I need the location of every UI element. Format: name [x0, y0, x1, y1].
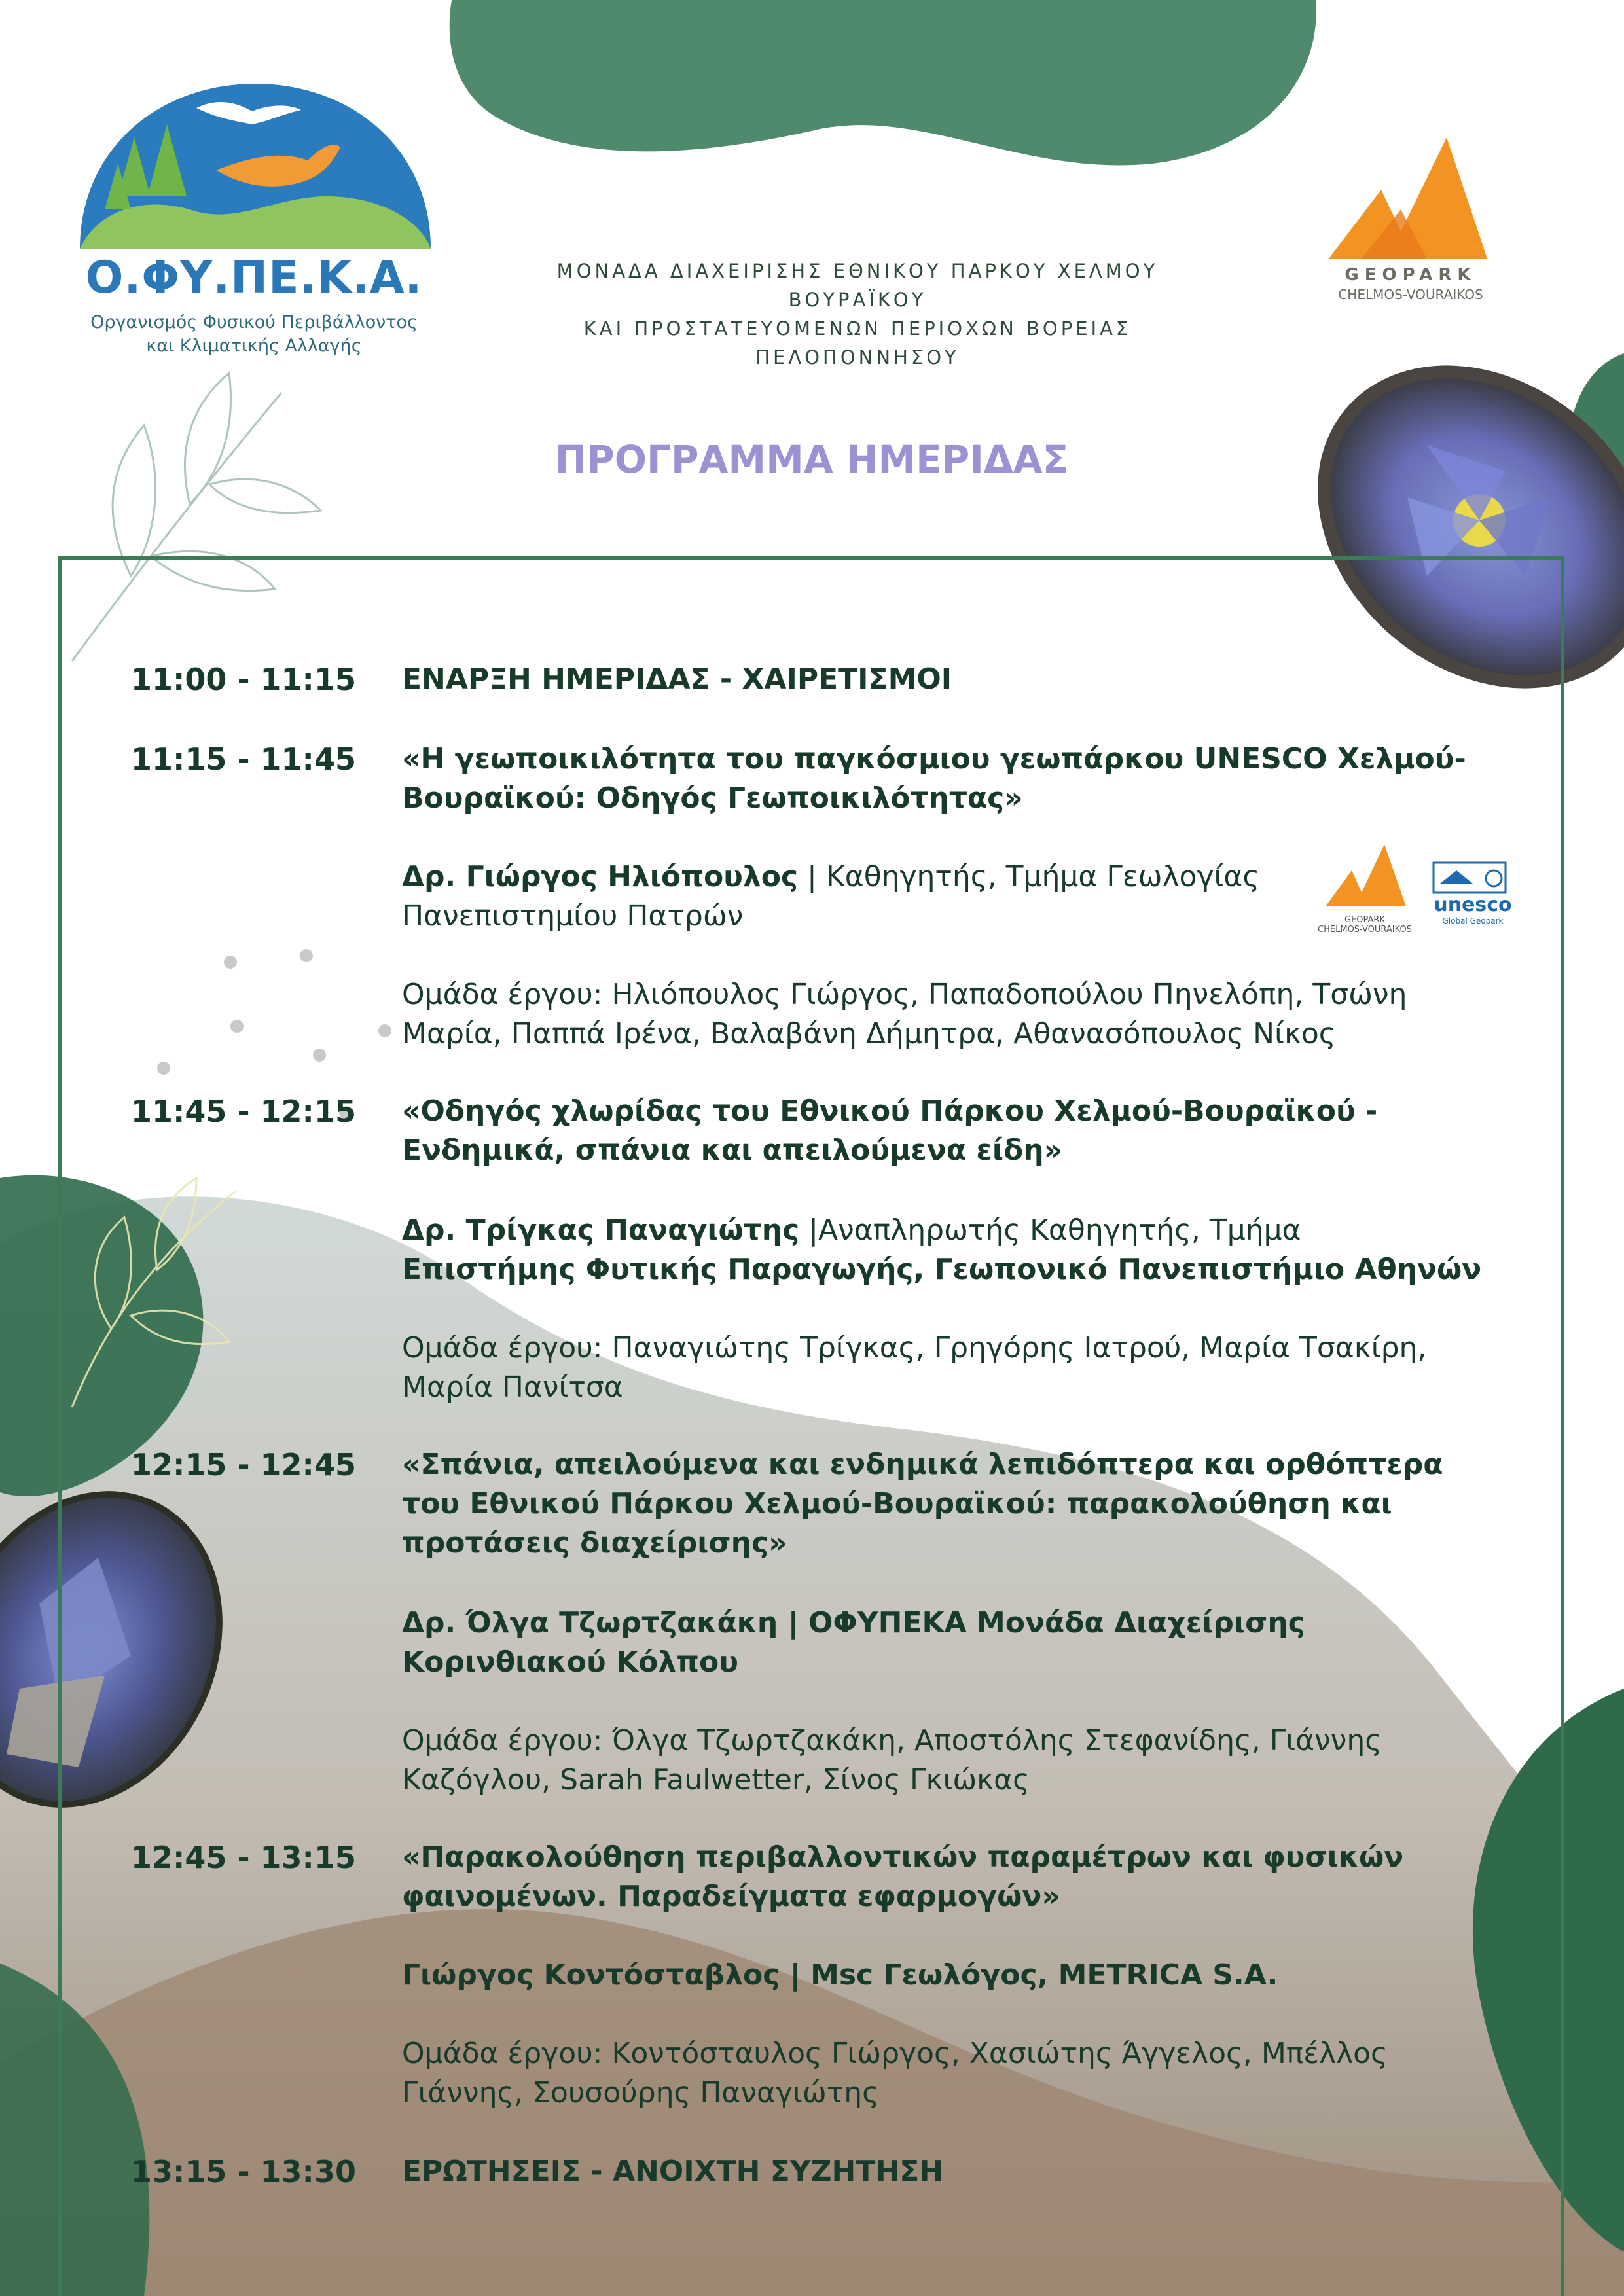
team-line: Μαρία Πανίτσα — [402, 1371, 623, 1404]
team-line: Μαρία, Παππά Ιρένα, Βαλαβάνη Δήμητρα, Αθανασόπουλος Νίκος — [402, 1017, 1336, 1050]
team-line: Ομάδα έργου: Ηλιόπουλος Γιώργος, Παπαδοπούλου Πηνελόπη, Τσώνη — [402, 978, 1407, 1011]
session-title — [402, 2152, 1495, 2191]
speaker-name: Γιώργος Κοντόσταβλος — [402, 1958, 780, 1992]
mini-geopark-text — [1316, 915, 1414, 935]
session-title-line: προτάσεις διαχείρισης» — [402, 1526, 787, 1560]
org-subtitle-line2: και Κλιματικής Αλλαγής — [146, 336, 362, 356]
speaker-role: |Αναπληρωτής Καθηγητής, Τμήμα — [799, 1213, 1301, 1247]
session-time: 11:45 - 12:15 — [131, 1094, 356, 1129]
org-name: Ο.ΦΥ.ΠΕ.Κ.Α. — [85, 252, 423, 304]
session-team — [402, 2034, 1502, 2113]
mini-geopark-line1: GEOPARK — [1344, 915, 1385, 925]
geopark-wordmark: GEOPARK — [1344, 265, 1477, 285]
session-time: 12:45 - 13:15 — [131, 1840, 356, 1875]
session-time: 12:15 - 12:45 — [131, 1447, 356, 1482]
program-title: ΠΡΟΓΡΑΜΜΑ ΗΜΕΡΙΔΑΣ — [554, 437, 1069, 482]
speaker-role: | Καθηγητής, Τμήμα Γεωλογίας — [798, 860, 1260, 893]
speaker-name: Δρ. Τρίγκας Παναγιώτης — [402, 1213, 800, 1247]
speaker-role: | ΟΦΥΠΕΚΑ Μονάδα Διαχείρισης — [778, 1606, 1305, 1640]
session-title — [402, 1838, 1495, 1916]
session-title-line: φαινομένων. Παραδείγματα εφαρμογών» — [402, 1880, 1060, 1913]
session-speaker — [402, 857, 1318, 936]
speaker-role: | Msc Γεωλόγος, METRICA S.A. — [780, 1958, 1278, 1992]
speaker-affiliation: Κορινθιακού Κόλπου — [402, 1645, 738, 1679]
team-line: Ομάδα έργου: Κοντόσταυλος Γιώργος, Χασιώτης Άγγελος, Μπέλλος — [402, 2037, 1388, 2070]
unit-line1: ΜΟΝΑΔΑ ΔΙΑΧΕΙΡΙΣΗΣ ΕΘΝΙΚΟΥ ΠΑΡΚΟΥ ΧΕΛΜΟΥ ΒΟΥΡΑΪΚΟΥ — [556, 260, 1159, 311]
session-title — [402, 1092, 1495, 1170]
speaker-name: Δρ. Όλγα Τζωρτζακάκη — [402, 1606, 778, 1640]
team-line: Γιάννης, Σουσούρης Παναγιώτης — [402, 2076, 879, 2109]
geopark-mountains — [1329, 137, 1487, 259]
org-subtitle — [77, 311, 431, 358]
mini-geopark-line2: CHELMOS-VOURAIKOS — [1318, 925, 1412, 935]
session-title-line: Βουραϊκού: Οδηγός Γεωποικιλότητας» — [402, 781, 1023, 815]
unesco-wordmark: unesco — [1434, 893, 1512, 916]
session-title-line: Ενδημικά, σπάνια και απειλούμενα είδη» — [402, 1134, 1062, 1167]
speaker-name: Δρ. Γιώργος Ηλιόπουλος — [402, 860, 799, 893]
org-subtitle-line1: Οργανισμός Φυσικού Περιβάλλοντος — [90, 312, 418, 332]
ofypeka-emblem — [80, 84, 431, 249]
session-speaker — [402, 1211, 1515, 1289]
session-title-line: ΕΡΩΤΗΣΕΙΣ - ΑΝΟΙΧΤΗ ΣΥΖΗΤΗΣΗ — [402, 2155, 944, 2188]
management-unit-title — [484, 257, 1231, 372]
speaker-affiliation: Επιστήμης Φυτικής Παραγωγής, Γεωπονικό Πανεπιστήμιο Αθηνών — [402, 1253, 1482, 1286]
session-title-line: ΕΝΑΡΞΗ ΗΜΕΡΙΔΑΣ - ΧΑΙΡΕΤΙΣΜΟΙ — [402, 662, 952, 696]
team-line: Καζόγλου, Sarah Faulwetter, Σίνος Γκιώκας — [402, 1763, 1030, 1797]
session-speaker — [402, 1604, 1515, 1682]
session-team — [402, 1329, 1502, 1407]
session-speaker — [402, 1956, 1515, 1995]
top-green-blob — [450, 0, 1316, 165]
session-time: 11:00 - 11:15 — [131, 662, 356, 697]
unit-line2: ΚΑΙ ΠΡΟΣΤΑΤΕΥΟΜΕΝΩΝ ΠΕΡΙΟΧΩΝ ΒΟΡΕΙΑΣ ΠΕΛΟΠΟΝΝΗΣΟΥ — [583, 317, 1132, 368]
unesco-subtitle: Global Geopark — [1442, 916, 1504, 925]
session-title-line: «Σπάνια, απειλούμενα και ενδημικά λεπιδόπτερα και ορθόπτερα — [402, 1448, 1443, 1481]
session-time: 13:15 - 13:30 — [131, 2154, 356, 2189]
team-line: Ομάδα έργου: Παναγιώτης Τρίγκας, Γρηγόρης Ιατρού, Μαρία Τσακίρη, — [402, 1331, 1427, 1365]
session-title — [402, 740, 1495, 818]
session-title — [402, 660, 1495, 699]
session-title-line: «Οδηγός χλωρίδας του Εθνικού Πάρκου Χελμού-Βουραϊκού - — [402, 1094, 1378, 1128]
session-title-line: «Παρακολούθηση περιβαλλοντικών παραμέτρων και φυσικών — [402, 1840, 1404, 1874]
session-time: 11:15 - 11:45 — [131, 742, 356, 777]
session-title-line: «Η γεωποικιλότητα του παγκόσμιου γεωπάρκου UNESCO Χελμού- — [402, 742, 1466, 776]
session-team — [402, 1721, 1502, 1800]
session-team — [402, 975, 1502, 1054]
team-line: Ομάδα έργου: Όλγα Τζωρτζακάκη, Αποστόλης Στεφανίδης, Γιάννης — [402, 1724, 1382, 1757]
session-title-line: του Εθνικού Πάρκου Χελμού-Βουραϊκού: παρακολούθηση και — [402, 1487, 1392, 1520]
geopark-subtitle: CHELMOS-VOURAIKOS — [1338, 287, 1483, 302]
session-title — [402, 1445, 1495, 1563]
speaker-affiliation: Πανεπιστημίου Πατρών — [402, 899, 744, 933]
